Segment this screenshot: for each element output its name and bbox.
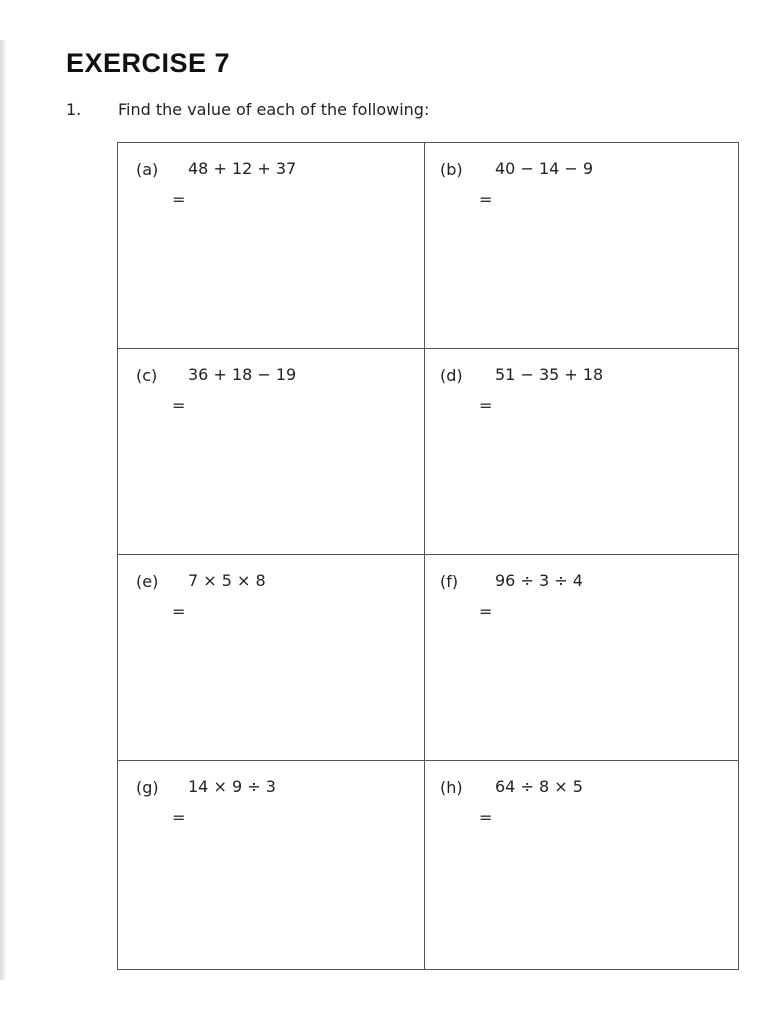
problem-expression: 40 − 14 − 9 <box>495 159 594 178</box>
problem-expression: 64 ÷ 8 × 5 <box>495 777 583 796</box>
equals-sign: = <box>172 190 186 209</box>
equals-sign: = <box>172 602 186 621</box>
problem-expression: 96 ÷ 3 ÷ 4 <box>495 571 583 590</box>
equals-sign: = <box>172 396 186 415</box>
answer-box-a[interactable] <box>118 143 425 349</box>
problem-label: (b) <box>440 160 463 179</box>
problem-label: (g) <box>136 778 159 797</box>
problem-label: (c) <box>136 366 158 385</box>
answer-box-c[interactable] <box>118 349 425 555</box>
equals-sign: = <box>479 396 493 415</box>
answer-box-b[interactable] <box>425 143 738 349</box>
exercise-title: EXERCISE 7 <box>66 48 231 78</box>
equals-sign: = <box>479 602 493 621</box>
equals-sign: = <box>172 808 186 827</box>
answer-grid <box>117 142 739 970</box>
answer-box-g[interactable] <box>118 761 425 969</box>
problem-label: (d) <box>440 366 463 385</box>
scan-edge-shadow <box>0 40 7 980</box>
equals-sign: = <box>479 190 493 209</box>
problem-label: (a) <box>136 160 159 179</box>
equals-sign: = <box>479 808 493 827</box>
problem-label: (e) <box>136 572 159 591</box>
question-number: 1. <box>66 100 82 119</box>
problem-label: (f) <box>440 572 459 591</box>
problem-expression: 51 − 35 + 18 <box>495 365 604 384</box>
answer-box-f[interactable] <box>425 555 738 761</box>
problem-label: (h) <box>440 778 463 797</box>
problem-expression: 36 + 18 − 19 <box>188 365 297 384</box>
problem-expression: 14 × 9 ÷ 3 <box>188 777 276 796</box>
answer-box-e[interactable] <box>118 555 425 761</box>
problem-expression: 48 + 12 + 37 <box>188 159 297 178</box>
problem-expression: 7 × 5 × 8 <box>188 571 266 590</box>
question-instruction: Find the value of each of the following: <box>118 100 430 119</box>
answer-box-h[interactable] <box>425 761 738 969</box>
answer-box-d[interactable] <box>425 349 738 555</box>
